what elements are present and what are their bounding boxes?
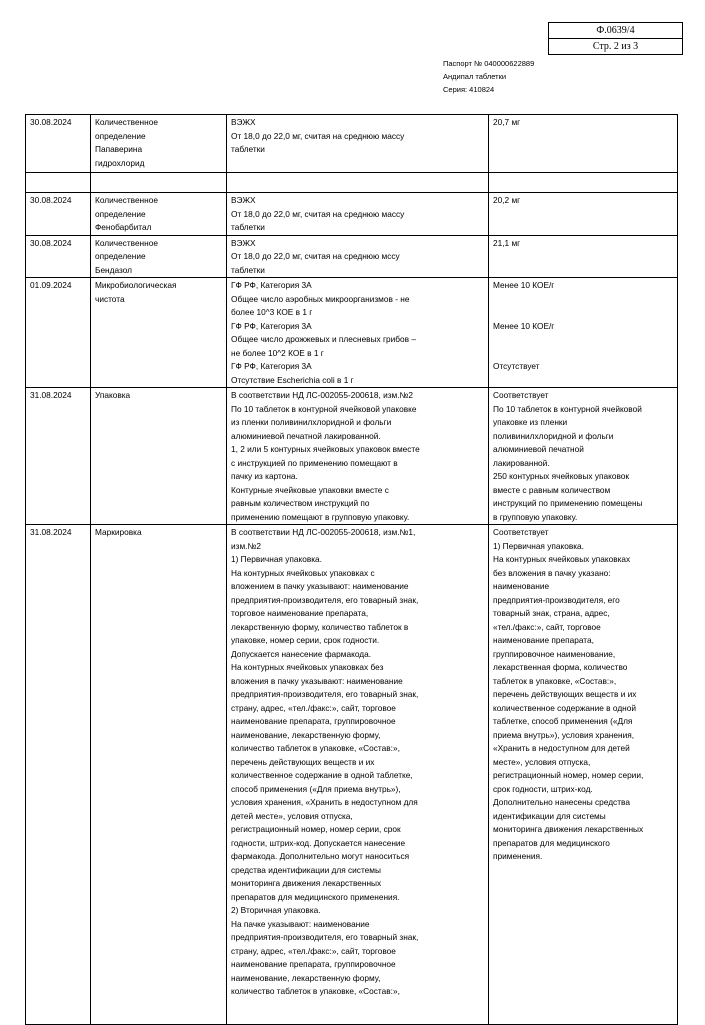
result-cell: 20,2 мг xyxy=(489,193,678,236)
series-number: Серия: 410824 xyxy=(443,85,495,94)
page-number: Стр. 2 из 3 xyxy=(549,38,682,54)
results-table xyxy=(25,114,678,1025)
test-cell: Микробиологическая чистота xyxy=(91,278,227,388)
method-cell: ГФ РФ, Категория 3А Общее число аэробных микроорганизмов - не более 10^3 КОЕ в 1 г ГФ РФ, Категория 3А Общее число дрожжевых и плесневых грибов – не более 10^2 КОЕ в 1 г ГФ РФ, Категория 3А Отсутствие Escherichia coli в 1 г xyxy=(227,278,489,388)
date-cell: 31.08.2024 xyxy=(26,388,91,525)
table-row xyxy=(26,388,678,525)
result-cell: Менее 10 КОЕ/г Менее 10 КОЕ/г Отсутствует xyxy=(489,278,678,388)
document-header xyxy=(443,57,534,96)
method-cell: ВЭЖХ От 18,0 до 22,0 мг, считая на среднюю мссу таблетки xyxy=(227,235,489,278)
result-cell: 20,7 мг xyxy=(489,115,678,173)
table-row xyxy=(26,115,678,173)
method-cell: ВЭЖХ От 18,0 до 22,0 мг, считая на среднюю массу таблетки xyxy=(227,193,489,236)
form-code: Ф.0639/4 xyxy=(596,25,635,36)
form-code-box xyxy=(548,22,683,55)
method-cell: ВЭЖХ От 18,0 до 22,0 мг, считая на среднюю массу таблетки xyxy=(227,115,489,173)
test-cell: Упаковка xyxy=(91,388,227,525)
date-cell: 30.08.2024 xyxy=(26,115,91,173)
result-cell: Соответствует По 10 таблеток в контурной ячейковой упаковке из пленки поливинилхлоридной и фольги алюминиевой печатной лакированной. 250 контурных ячейковых упаковок вместе с равным количеством инструкций по применению помещены в групповую упаковку. xyxy=(489,388,678,525)
passport-number: Паспорт № 040000622889 xyxy=(443,59,535,68)
date-cell: 31.08.2024 xyxy=(26,525,91,1025)
date-cell: 30.08.2024 xyxy=(26,235,91,278)
result-cell: 21,1 мг xyxy=(489,235,678,278)
table-row xyxy=(26,193,678,236)
method-cell: В соответствии НД ЛС-002055-200618, изм.№1, изм.№2 1) Первичная упаковка. На контурных ячейковых упаковках с вложением в пачку указывают: наименование предприятия-производителя, его товарный знак, торговое наименование препарата, лекарственную форму, количество таблеток в упаковке, номер серии, срок годности. Допускается нанесение фармакода. На контурных ячейковых упаковках без вложения в пачку указывают: наименование предприятия-производителя, его товарный знак, страну, адрес, «тел./факс:», сайт, торговое наименование препарата, группировочное наименование, лекарственную форму, количество таблеток в упаковке, «Состав:», перечень действующих веществ и их количественное содержание в одной таблетке, способ применения («Для приема внутрь»), условия хранения, «Хранить в недоступном для детей месте», условия отпуска, регистрационный номер, номер серии, срок годности, штрих-код. Допускается нанесение фармакода. Дополнительно могут наноситься средства идентификации для системы мониторинга движения лекарственных препаратов для медицинского применения. 2) Вторичная упаковка. На пачке указывают: наименование предприятия-производителя, его товарный знак, страну, адрес, «тел./факс:», сайт, торговое наименование препарата, группировочное наименование, лекарственную форму, количество таблеток в упаковке, «Состав:», xyxy=(227,525,489,1025)
test-cell: Количественное определение Бендазол xyxy=(91,235,227,278)
date-cell: 30.08.2024 xyxy=(26,193,91,236)
table-row xyxy=(26,525,678,1025)
test-cell: Маркировка xyxy=(91,525,227,1025)
result-cell: Соответствует 1) Первичная упаковка. На контурных ячейковых упаковках без вложения в пачку указано: наименование предприятия-производителя, его товарный знак, страна, адрес, «тел./факс:», сайт, торговое наименование препарата, группировочное наименование, лекарственная форма, количество таблеток в упаковке, «Состав:», перечень действующих веществ и их количественное содержание в одной таблетке, способ применения («Для приема внутрь»), условия хранения, «Хранить в недоступном для детей месте», условия отпуска, регистрационный номер, номер серии, срок годности, штрих-код. Дополнительно нанесены средства идентификации для системы мониторинга движения лекарственных препаратов для медицинского применения. xyxy=(489,525,678,1025)
table-row xyxy=(26,235,678,278)
test-cell: Количественное определение Папаверина гидрохлорид xyxy=(91,115,227,173)
row-spacer xyxy=(26,173,678,193)
test-cell: Количественное определение Фенобарбитал xyxy=(91,193,227,236)
method-cell: В соответствии НД ЛС-002055-200618, изм.№2 По 10 таблеток в контурной ячейковой упаковке из пленки поливинилхлоридной и фольги алюминиевой печатной лакированной. 1, 2 или 5 контурных ячейковых упаковок вместе с инструкцией по применению помещают в пачку из картона. Контурные ячейковые упаковки вместе с равным количеством инструкций по применению помещают в групповую упаковку. xyxy=(227,388,489,525)
product-name: Андипал таблетки xyxy=(443,72,507,81)
table-row xyxy=(26,278,678,388)
date-cell: 01.09.2024 xyxy=(26,278,91,388)
